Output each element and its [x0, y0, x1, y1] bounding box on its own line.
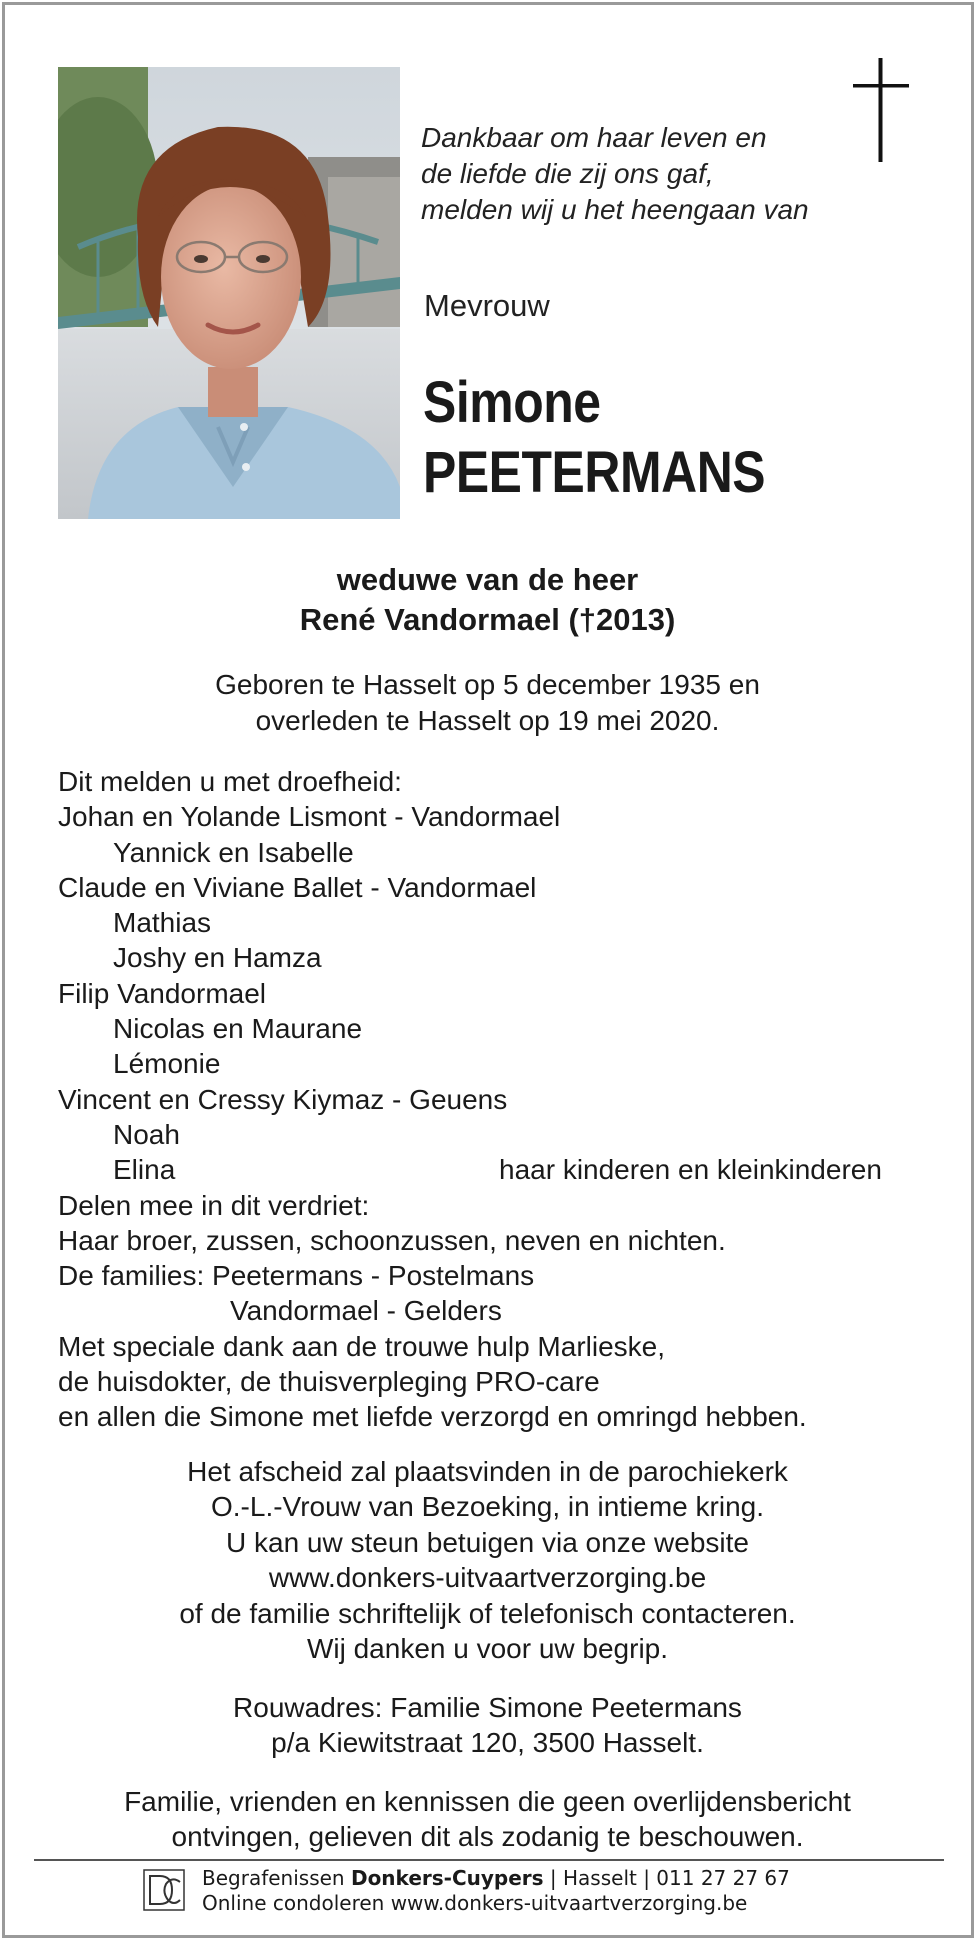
- intro-line: de liefde die zij ons gaf,: [421, 158, 714, 189]
- farewell-line: of de familie schriftelijk of telefonisch contacteren.: [179, 1597, 796, 1629]
- family-member: Joshy en Hamza: [113, 942, 322, 974]
- thanks-line: Met speciale dank aan de trouwe hulp Marlieske,: [58, 1330, 666, 1362]
- family-member-row: [58, 1152, 928, 1187]
- portrait-photo: [58, 67, 400, 519]
- farewell-line: O.-L.-Vrouw van Bezoeking, in intieme kring.: [211, 1491, 764, 1523]
- address-line: Rouwadres: Familie Simone Peetermans: [233, 1692, 742, 1723]
- family-member: Johan en Yolande Lismont - Vandormael: [58, 801, 561, 833]
- families-line: Vandormael - Gelders: [230, 1295, 502, 1327]
- website-link[interactable]: www.donkers-uitvaartverzorging.be: [268, 1562, 707, 1594]
- intro-line: Dankbaar om haar leven en: [421, 122, 767, 153]
- widow-line: weduwe van de heer: [336, 562, 639, 597]
- footer-suffix: | Hasselt | 011 27 27 67: [543, 1866, 790, 1890]
- family-member: Vincent en Cressy Kiymaz - Geuens: [58, 1083, 508, 1115]
- thanks-line: en allen die Simone met liefde verzorgd en omringd hebben.: [58, 1401, 807, 1433]
- intro-line: melden wij u het heengaan van: [421, 194, 809, 225]
- footer-line-1: [202, 1866, 790, 1891]
- birth-death-info: [0, 667, 975, 739]
- family-member: Elina: [113, 1154, 176, 1186]
- share-heading: Delen mee in dit verdriet:: [58, 1189, 370, 1221]
- thanks-line: de huisdokter, de thuisverpleging PRO-care: [58, 1366, 600, 1398]
- spouse-name: René Vandormael (†2013): [299, 602, 676, 637]
- footer-online-link[interactable]: Online condoleren www.donkers-uitvaartverzorging.be: [202, 1891, 748, 1915]
- mourning-address: [0, 1690, 975, 1761]
- family-member: Claude en Viviane Ballet - Vandormael: [58, 871, 537, 903]
- widow-of: [0, 560, 975, 640]
- family-heading: Dit melden u met droefheid:: [58, 766, 402, 797]
- salutation: Mevrouw: [424, 288, 550, 323]
- birth-line: Geboren te Hasselt op 5 december 1935 en: [215, 669, 760, 700]
- deceased-name: [423, 368, 765, 508]
- relatives-line: Haar broer, zussen, schoonzussen, neven en nichten.: [58, 1224, 726, 1256]
- notice-text: [0, 1784, 975, 1855]
- farewell-line: Het afscheid zal plaatsvinden in de parochiekerk: [187, 1456, 788, 1487]
- children-label: haar kinderen en kleinkinderen: [499, 1154, 882, 1186]
- notice-line: ontvingen, gelieven dit als zodanig te beschouwen.: [171, 1821, 804, 1853]
- family-member: Lémonie: [113, 1048, 221, 1080]
- footer: [202, 1866, 790, 1916]
- footer-company: Donkers-Cuypers: [350, 1866, 544, 1890]
- address-line: p/a Kiewitstraat 120, 3500 Hasselt.: [271, 1727, 704, 1759]
- family-member: Nicolas en Maurane: [113, 1013, 363, 1045]
- family-member: Noah: [113, 1118, 180, 1150]
- family-member: Yannick en Isabelle: [113, 836, 354, 868]
- farewell-line: U kan uw steun betuigen via onze website: [226, 1526, 749, 1558]
- farewell-info: [0, 1454, 975, 1666]
- footer-divider: [34, 1859, 944, 1861]
- cross-icon: [853, 58, 909, 162]
- family-member: Filip Vandormael: [58, 977, 267, 1009]
- last-name: PEETERMANS: [423, 440, 766, 505]
- death-line: overleden te Hasselt op 19 mei 2020.: [255, 705, 720, 736]
- farewell-line: Wij danken u voor uw begrip.: [306, 1633, 669, 1665]
- families-line: De families: Peetermans - Postelmans: [58, 1260, 535, 1292]
- footer-prefix: Begrafenissen: [202, 1866, 351, 1890]
- dc-logo-icon: [142, 1868, 186, 1912]
- intro-text: [421, 120, 841, 228]
- notice-line: Familie, vrienden en kennissen die geen overlijdensbericht: [124, 1786, 851, 1817]
- first-name: Simone: [423, 370, 601, 435]
- family-list: [58, 764, 928, 1435]
- family-member: Mathias: [113, 907, 212, 939]
